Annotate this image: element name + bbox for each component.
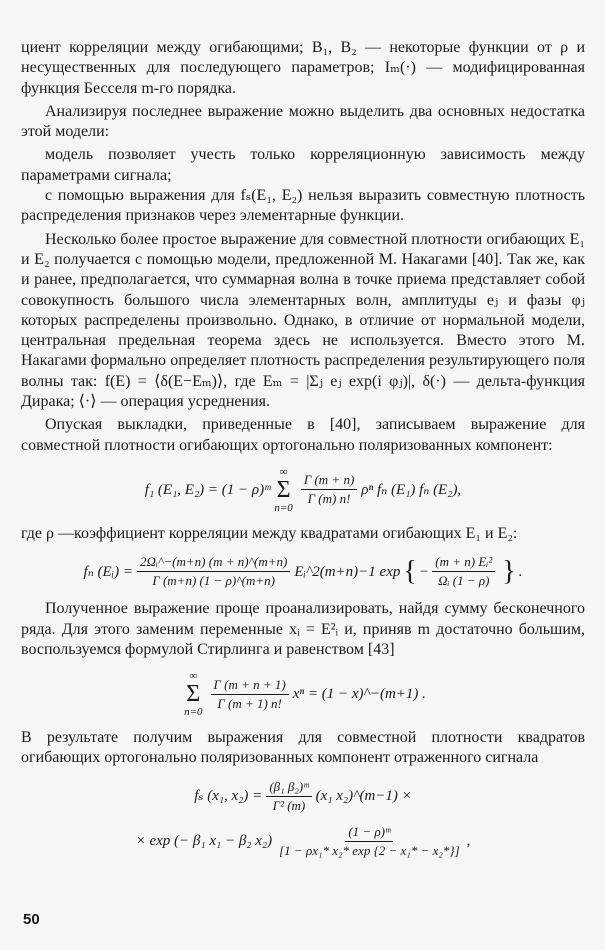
- paragraph-5: Несколько более простое выражение для совместной плотности огибающих E₁ и E₂ получается с помощью модели, предложенной М. Накагами [40]. Так же, как и ранее, предполагается, что суммарная волна в точке приема представляет собой совокупность большого числа элементарных волн, амплитуды eⱼ и фазы φⱼ которых распределены произвольно. Однако, в отличие от нормальной модели, центральная предельная теорема здесь не используется. Вместо этого М. Накагами формально определяет плотность распределения результирующего поля волны так: f(E) = ⟨δ(E−Eₘ)⟩, где Eₘ = |Σⱼ eⱼ exp(i φⱼ)|, δ(·) — дельта-функция Дирака; ⟨·⟩ — операция усреднения.: [21, 230, 585, 411]
- paragraph-8: Полученное выражение проще проанализировать, найдя сумму бесконечного ряда. Для этого заменим переменные xᵢ = E²ᵢ и, приняв m достаточно большим, воспользуемся формулой Стирлинга и равенством [43]: [21, 600, 585, 658]
- eq4-denominator: Γ² (m): [272, 797, 306, 813]
- paragraph-7: где ρ —коэффициент корреляции между квадратами огибающих E₁ и E₂:: [21, 524, 518, 542]
- eq4-fraction: [266, 779, 311, 814]
- equation-1: [21, 466, 585, 514]
- sigma-icon: Σ: [186, 681, 201, 708]
- eq1-rhs: ρⁿ fₙ (E₁) fₙ (E₂),: [361, 481, 462, 498]
- paragraph-4: с помощью выражения для fₛ(E₁, E₂) нельзя выразить совместную плотность распределения признаков через элементарные функции.: [21, 187, 585, 225]
- eq1-numerator: Γ (m + n): [301, 472, 357, 490]
- eq1-fraction: [301, 472, 357, 507]
- page-number: 50: [23, 911, 40, 928]
- left-brace-icon: {: [403, 555, 417, 587]
- eq3-sum-top: ∞: [189, 670, 198, 683]
- paragraph-6: Опуская выкладки, приведенные в [40], записываем выражение для совместной плотности огибающих ортогонально поляризованных компонент:: [21, 416, 585, 454]
- eq2-exp-denominator: Ωᵢ (1 − ρ): [438, 573, 490, 589]
- paragraph-2: Анализируя последнее выражение можно выделить два основных недостатка этой модели:: [21, 102, 585, 141]
- eq2-exp-fraction: [432, 554, 495, 589]
- eq1-denominator: Γ (m) n!: [307, 491, 351, 507]
- paragraph-1: циент корреляции между огибающими; B₁, B₂ — некоторые функции от ρ и несущественных для последующего параметров; Iₘ(·) — модифицированная функция Бесселя m-го порядка.: [21, 39, 585, 97]
- eq1-lhs: f₁ (E₁, E₂) = (1 − ρ)ᵐ: [144, 481, 271, 498]
- eq3-numerator: Γ (m + n + 1): [211, 677, 289, 695]
- sigma-icon: Σ: [276, 476, 291, 503]
- right-brace-icon: }: [502, 555, 516, 587]
- eq5-fraction: [276, 824, 463, 859]
- paragraph-9: В результате получим выражения для совместной плотности квадратов огибающих ортогонально поляризованных компонент отраженного сигнала: [21, 729, 585, 767]
- eq1-sum-top: ∞: [279, 465, 288, 478]
- eq1-sum-bot: n=0: [274, 501, 293, 514]
- equation-3: [21, 670, 585, 718]
- eq2-lhs: fₙ (Eᵢ) =: [83, 563, 133, 580]
- eq3-sum-bot: n=0: [184, 706, 203, 719]
- equation-4: [21, 779, 585, 814]
- equation-5: [21, 824, 585, 859]
- eq5-lhs: × exp (− β₁ x₁ − β₂ x₂): [135, 833, 273, 850]
- eq2-denominator: Γ (m+n) (1 − ρ)^(m+n): [152, 573, 275, 589]
- eq2-exp-numerator: (m + n) Eᵢ²: [432, 554, 495, 572]
- equation-2: fₙ (Eᵢ) = $\frac{\text{2Ωᵢ\textasciicircum{}−(m+n) (m + n)\textasciicircum{}(m+n)}}{\Gamma (m+n) (1 - \rho)\^{}(m+n)}$ Eᵢ^2(m+n)−1 exp { − $\frac{\text{(m + n) Eᵢ²}}{\text{Ωᵢ (1 − ρ)}}$ } .: [83, 554, 523, 589]
- eq2-fraction: [137, 554, 290, 589]
- eq3-denominator: Γ (m + 1) n!: [217, 695, 282, 711]
- eq2-mid: Eᵢ^2(m+n)−1 exp: [294, 563, 401, 580]
- eq2-numerator: 2Ωᵢ^−(m+n) (m + n)^(m+n): [137, 554, 290, 572]
- eq3-fraction: [211, 677, 289, 712]
- eq5-denominator: [1 − ρx₁* x₂* exp {2 − x₁* − x₂*}]: [279, 842, 460, 858]
- paragraph-3: модель позволяет учесть только корреляционную зависимость между параметрами сигнала;: [21, 146, 585, 184]
- eq3-sum: [184, 670, 202, 718]
- eq4-numerator: (β₁ β₂)ᵐ: [266, 779, 311, 797]
- eq4-rhs: (x₁ x₂)^(m−1) ×: [315, 788, 412, 805]
- eq2-end: .: [518, 563, 523, 580]
- eq5-end: ,: [466, 833, 471, 850]
- eq5-numerator: (1 − ρ)ᵐ: [345, 824, 393, 842]
- eq1-sum: [274, 466, 292, 514]
- eq4-lhs: fₛ (x₁, x₂) =: [194, 788, 263, 805]
- eq3-rhs: xⁿ = (1 − x)^−(m+1) .: [292, 685, 426, 702]
